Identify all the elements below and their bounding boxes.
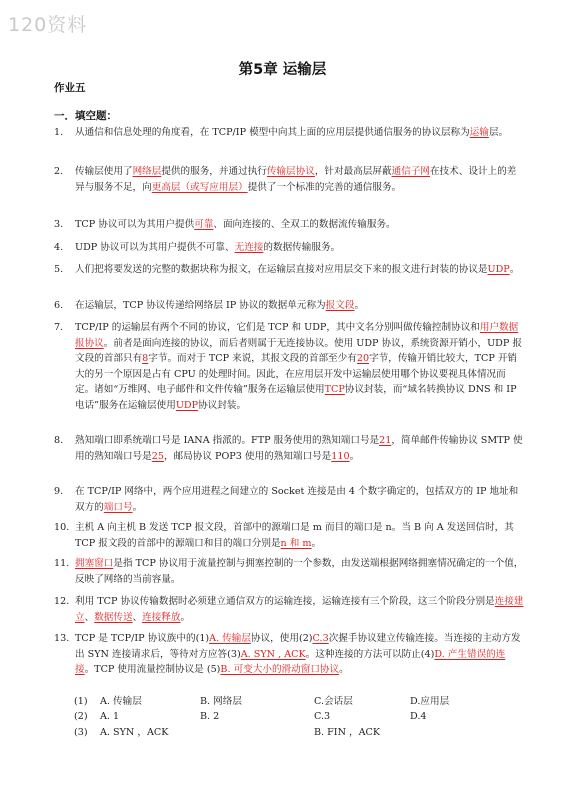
- answer-blank: 21: [379, 435, 392, 446]
- answer-blank: 25: [151, 450, 164, 462]
- question-1: 1. 从通信和信息处理的角度看，在 TCP/IP 模型中向其上面的应用层提供通信服务的协议层称为运输层。: [54, 127, 509, 138]
- options-row-2: (2) A. 1 B. 2 C.3 D.4: [74, 711, 427, 723]
- answer-blank: B. 可变大小的滑动窗口协议: [220, 664, 340, 676]
- answer-blank: A. 传输层: [209, 633, 251, 644]
- options-table: [74, 694, 524, 740]
- answer-blank: 更高层（或写应用层）: [151, 181, 248, 193]
- question-8: 8. 熟知端口即系统端口号是 IANA 指派的。FTP 服务使用的熟知端口号是21，简单邮件传输协议 SMTP 使用的熟知端口号是25，邮局协议 POP3 使用的熟知端口号是110。: [54, 435, 523, 462]
- answer-blank: UDP: [487, 264, 510, 275]
- question-4: 4. UDP 协议可以为其用户提供不可靠、无连接的数据传输服务。: [54, 242, 341, 253]
- answer-blank: 可靠: [194, 219, 214, 230]
- question-13: 13. TCP 是 TCP/IP 协议族中的(1)A. 传输层协议，使用(2)C.3次握手协议建立传输连接。当连接的主动方发出 SYN 连接请求后，等待对方应答(3)A. SYN , ACK。这种连接的方法可以防止(4)D. 产生错误的连接。TCP 使用流量控制协议是 (5)B. 可变大小的滑动窗口协议。: [54, 633, 521, 676]
- answer-blank: n 和 m: [280, 537, 312, 549]
- question-3: 3. TCP 协议可以为其用户提供可靠、面向连接的、全双工的数据流传输服务。: [54, 219, 396, 230]
- answer-blank: 连接释放: [142, 611, 181, 623]
- answer-blank: 报文段: [325, 300, 355, 311]
- answer-blank: 拥塞窗口: [75, 558, 114, 569]
- answer-blank: 8: [142, 353, 149, 365]
- answer-blank: 110: [331, 450, 350, 462]
- answer-blank: 20: [356, 353, 370, 365]
- question-2: 2. 传输层使用了网络层提供的服务，并通过执行传输层协议，针对最高层屏蔽通信子网在技术、设计上的差异与服务不足，向更高层（或写应用层）提供了一个标准的完善的通信服务。: [54, 166, 517, 193]
- answer-blank: 无连接: [234, 242, 264, 253]
- options-row-3: (3) A. SYN ，ACK B. FIN ，ACK: [74, 726, 381, 738]
- answer-blank: 通信子网: [391, 166, 430, 177]
- question-5: 5. 人们把将要发送的完整的数据块称为报文，在运输层直接对应用层交下来的报文进行封装的协议是UDP。: [54, 264, 520, 275]
- answer-blank: UDP: [175, 399, 199, 411]
- question-11: 11. 拥塞窗口是指 TCP 协议用于流量控制与拥塞控制的一个参数，由发送端根据网络拥塞情况确定的一个值，反映了网络的当前容量。: [54, 558, 524, 585]
- question-6: 6. 在运输层，TCP 协议传递给网络层 IP 协议的数据单元称为报文段。: [54, 300, 365, 311]
- chapter-title: 第5章 运输层: [238, 62, 327, 78]
- answer-blank: 运输: [469, 127, 489, 138]
- question-10: 10. 主机 A 向主机 B 发送 TCP 报文段，首部中的源端口是 m 而目的端口是 n。当 B 向 A 发送回信时，其 TCP 报文段的首部中的源端口和目的端口分别是n 和 m。: [54, 522, 514, 549]
- answer-blank: 端口号: [103, 501, 133, 513]
- answer-blank: D. 产生错误的连接: [75, 648, 506, 676]
- answer-blank: C.3: [312, 633, 329, 644]
- answer-blank: 用户数据报协议: [75, 322, 519, 349]
- question-12: 12. 利用 TCP 协议传输数据时必须建立通信双方的运输连接，运输连接有三个阶段，这三个阶段分别是连接建立、数据传送、连接释放。: [54, 596, 524, 623]
- answer-blank: 连接建立: [75, 596, 524, 623]
- homework-label: 作业五: [54, 82, 86, 94]
- question-7: 7. TCP/IP 的运输层有两个不同的协议，它们是 TCP 和 UDP，其中文名分别叫做传输控制协议和用户数据报协议。前者是面向连接的协议，而后者则属于无连接协议。使用 UDP 协议，系统资源开销小，UDP 报文段的首部只有8字节。而对于 TCP 来说，其报文段的首部至少有20字节，传输开销比较大，TCP 开销大的另一个原因是占有 CPU 的处理时间。因此，在应用层开发中运输层使用哪个协议要视具体情况而定。诸如“万维网、电子邮件和文件传输”服务在运输层使用TCP协议封装，而“域名转换协议 DNS 和 IP 电话”服务在运输层使用UDP协议封装。: [54, 322, 522, 411]
- answer-blank: 数据传送: [94, 611, 133, 623]
- watermark-logo: 120资料: [8, 14, 88, 36]
- answer-blank: TCP: [324, 384, 345, 396]
- answer-blank: 网络层: [132, 166, 162, 177]
- section-heading: 一．填空题：: [54, 110, 117, 122]
- options-row-1: (1) A. 传输层 B. 网络层 C.会话层 D.应用层: [74, 696, 450, 707]
- answer-blank: A. SYN , ACK: [240, 648, 306, 660]
- question-9: 9. 在 TCP/IP 网络中，两个应用进程之间建立的 Socket 连接是由 4 个数字确定的，包括双方的 IP 地址和双方的端口号。: [54, 486, 519, 513]
- answer-blank: 传输层协议: [266, 166, 315, 177]
